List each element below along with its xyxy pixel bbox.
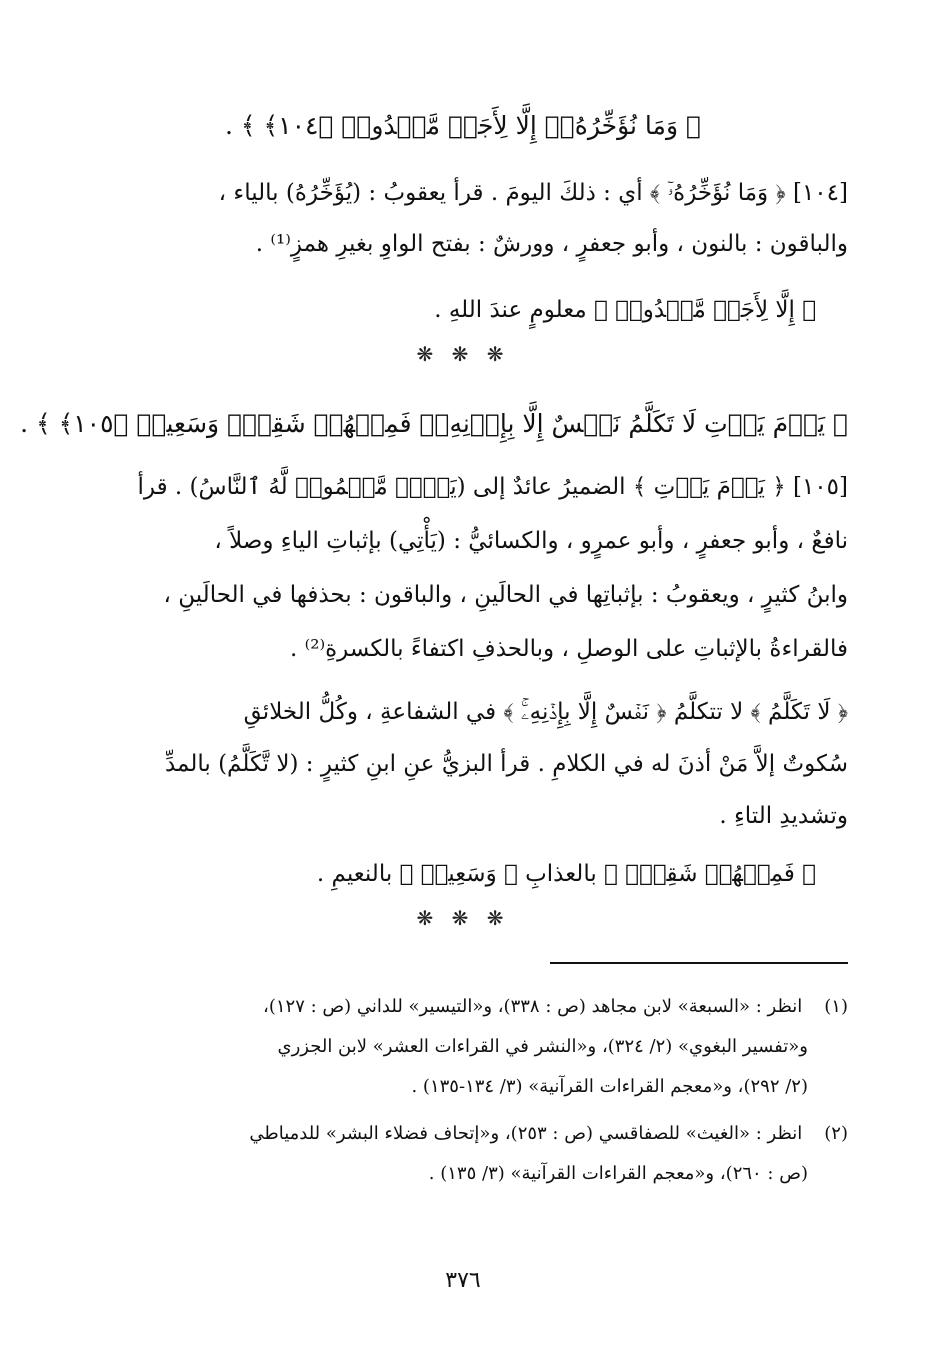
footnote-2-number: (٢) [824, 1123, 848, 1144]
section-separator: ❋ ❋ ❋ [416, 342, 510, 366]
section-separator-2: ❋ ❋ ❋ [416, 906, 510, 930]
footnote-1-line-1 [78, 990, 848, 1026]
footnote-1-line-2: و«تفسير البغوي» (٢/ ٣٢٤)، و«النشر في القراءات العشر» لابن الجزري [277, 1036, 808, 1057]
commentary-104-line-1: [١٠٤] ﴿ وَمَا نُؤَخِّرُهُۥٓ ﴾ أي : ذلكَ اليومَ . قرأ يعقوبُ : (يُؤَخِّرُهُ) بالياء ، [218, 180, 848, 206]
commentary-105-line-6: سُكوتٌ إلاَّ مَنْ أذنَ له في الكلامِ . قرأ البزيُّ عنِ ابنِ كثيرٍ : (لا تَّكَلَّمُ) بالمدِّ [164, 751, 848, 777]
footnote-1-line-3: (٢/ ٢٩٢)، و«معجم القراءات القرآنية» (٣/ ١٣٤-١٣٥) . [411, 1076, 808, 1097]
footnote-1-text-1: انظر : «السبعة» لابن مجاهد (ص : ٣٣٨)، و«التيسير» للداني (ص : ١٢٧)، [263, 996, 803, 1017]
commentary-104-line-2: والباقون : بالنون ، وأبو جعفرٍ ، وورشٌ : بفتح الواوِ بغيرِ همزٍ⁽¹⁾ . [255, 231, 848, 257]
commentary-105-line-8: ﴿ فَمِنۡهُمۡ شَقِيّٞ ﴾ بالعذابِ ﴿ وَسَعِيدٞ ﴾ بالنعيمِ . [316, 861, 816, 887]
footnote-2-line-1 [78, 1117, 848, 1153]
footnote-rule [550, 962, 848, 964]
footnote-1-number: (١) [824, 996, 848, 1017]
verse-104: ﴿ وَمَا نُؤَخِّرُهُۥٓ إِلَّا لِأَجَلٖ مَّعۡدُودٖ ﴿١٠٤﴾ ﴾ . [225, 111, 701, 140]
footnote-2-line-2: (ص : ٢٦٠)، و«معجم القراءات القرآنية» (٣/ ١٣٥) . [428, 1163, 808, 1184]
commentary-105-line-7: وتشديدِ التاءِ . [719, 803, 848, 829]
commentary-105-line-4: فالقراءةُ بالإثباتِ على الوصلِ ، وبالحذفِ اكتفاءً بالكسرةِ⁽²⁾ . [289, 636, 848, 662]
commentary-105-line-5: ﴿ لَا تَكَلَّمُ ﴾ لا تتكلَّمُ ﴿ نَفۡسٌ إِلَّا بِإِذۡنِهِۦۚ ﴾ في الشفاعةِ ، وكُلُّ الخلائقِ [243, 699, 848, 725]
verse-105: ﴿ يَوۡمَ يَأۡتِ لَا تَكَلَّمُ نَفۡسٌ إِلَّا بِإِذۡنِهِۦۚ فَمِنۡهُمۡ شَقِيّٞ وَسَعِيدٞ ﴿١٠٥﴾ ﴾ . [20, 409, 848, 438]
footnote-2-text-1: انظر : «الغيث» للصفاقسي (ص : ٢٥٣)، و«إتحاف فضلاء البشر» للدمياطي [249, 1123, 803, 1144]
commentary-105-line-1: [١٠٥] ﴿ يَوۡمَ يَأۡتِ ﴾ الضميرُ عائدٌ إلى (يَوۡمٞ مَّجۡمُوعٞ لَّهُ ٱلنَّاسُ) . قرأ [137, 474, 848, 500]
commentary-105-line-3: وابنُ كثيرٍ ، ويعقوبُ : بإثباتِها في الحالَينِ ، والباقون : بحذفها في الحالَينِ ، [163, 582, 848, 608]
commentary-104-line-3: ﴿ إِلَّا لِأَجَلٖ مَّعۡدُودٖ ﴾ معلومٍ عندَ اللهِ . [434, 297, 816, 323]
commentary-105-line-2: نافعٌ ، وأبو جعفرٍ ، وأبو عمرٍو ، والكسائيُّ : (يَأْتِي) بإثباتِ الياءِ وصلاً ، [214, 528, 848, 554]
page-number: ٣٧٦ [445, 1268, 481, 1293]
